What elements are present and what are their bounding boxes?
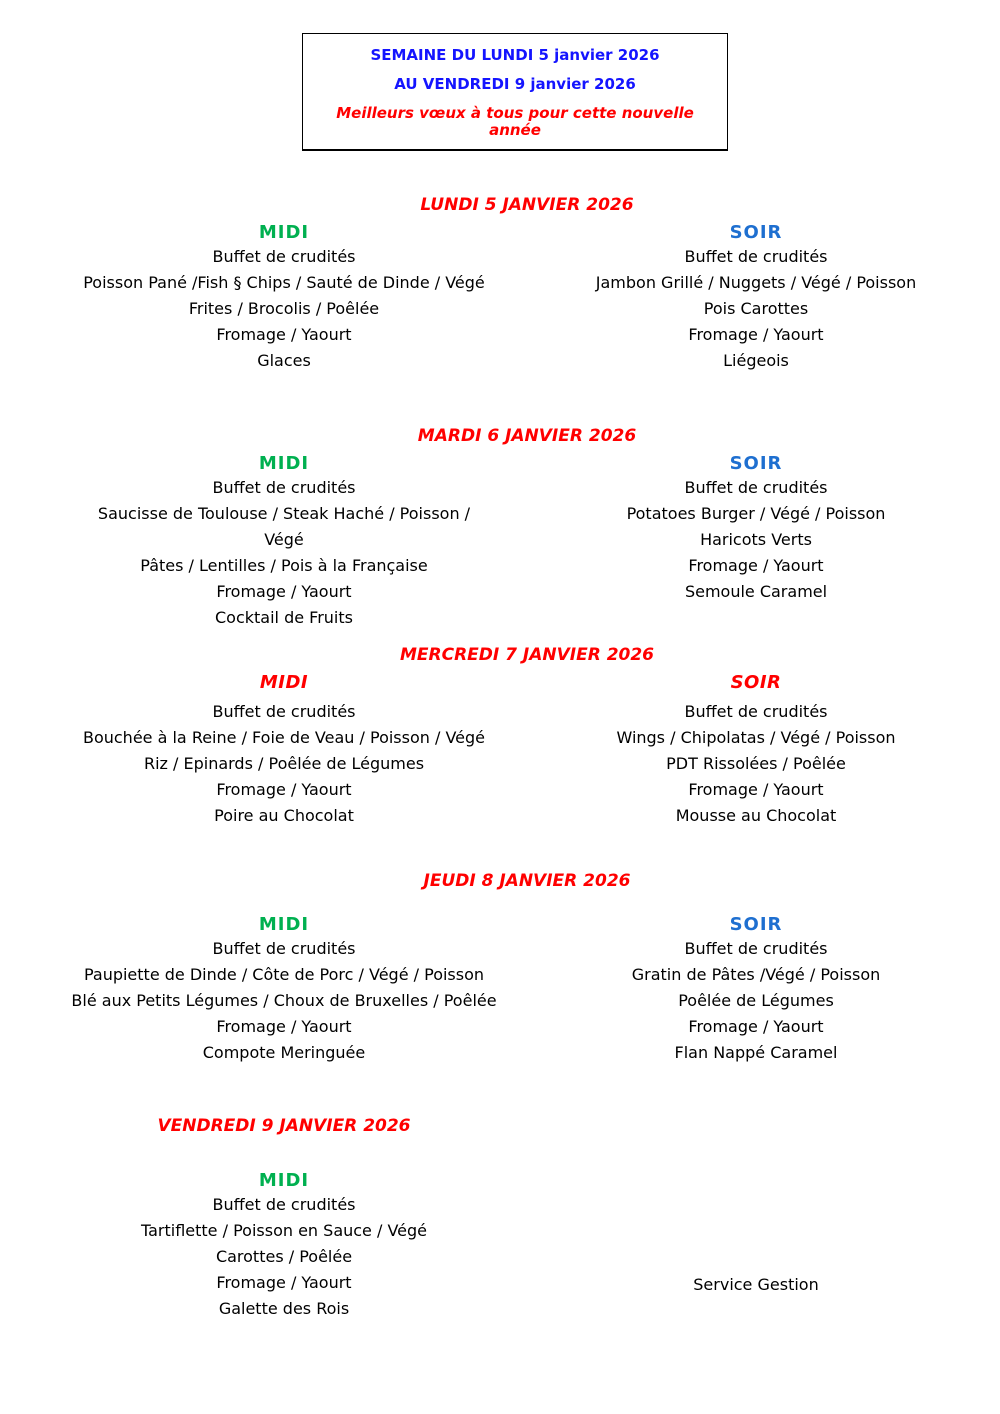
menu-item: Fromage / Yaourt bbox=[216, 1017, 352, 1036]
day-columns bbox=[0, 222, 1000, 374]
menu-item: Potatoes Burger / Végé / Poisson bbox=[626, 504, 886, 523]
menu-item: Flan Nappé Caramel bbox=[674, 1043, 838, 1062]
menu-item: Fromage / Yaourt bbox=[216, 582, 352, 601]
day-columns bbox=[0, 914, 1000, 1066]
menu-item: Wings / Chipolatas / Végé / Poisson bbox=[616, 728, 896, 747]
midi-items bbox=[0, 936, 568, 1066]
day-title: VENDREDI 9 JANVIER 2026 bbox=[157, 1116, 411, 1136]
menu-item: Gratin de Pâtes /Végé / Poisson bbox=[631, 965, 881, 984]
menu-item: Buffet de crudités bbox=[212, 1195, 356, 1214]
menu-item: Pâtes / Lentilles / Pois à la Française bbox=[140, 556, 428, 575]
midi-column bbox=[0, 453, 568, 631]
midi-items bbox=[0, 244, 568, 374]
soir-label: SOIR bbox=[729, 222, 783, 243]
midi-column bbox=[0, 672, 568, 829]
day-section-mardi bbox=[0, 426, 1000, 631]
service-gestion-signature: Service Gestion bbox=[693, 1275, 819, 1294]
soir-column bbox=[568, 222, 1000, 374]
menu-item: Blé aux Petits Légumes / Choux de Bruxelles / Poêlée bbox=[71, 991, 497, 1010]
menu-item: PDT Rissolées / Poêlée bbox=[666, 754, 846, 773]
menu-item: Fromage / Yaourt bbox=[688, 556, 824, 575]
menu-item: Mousse au Chocolat bbox=[675, 806, 837, 825]
midi-items bbox=[0, 699, 568, 829]
midi-label: MIDI bbox=[258, 222, 310, 243]
menu-item: Frites / Brocolis / Poêlée bbox=[188, 299, 380, 318]
soir-column bbox=[568, 672, 1000, 829]
midi-column bbox=[0, 914, 568, 1066]
menu-item: Saucisse de Toulouse / Steak Haché / Poisson / bbox=[97, 504, 471, 523]
menu-item: Haricots Verts bbox=[700, 530, 812, 549]
menu-item: Végé bbox=[264, 530, 304, 549]
menu-item: Fromage / Yaourt bbox=[216, 1273, 352, 1292]
menu-item: Fromage / Yaourt bbox=[216, 325, 352, 344]
menu-item: Poêlée de Légumes bbox=[678, 991, 834, 1010]
menu-item: Glaces bbox=[257, 351, 311, 370]
midi-items bbox=[0, 475, 568, 631]
new-year-greeting: Meilleurs vœux à tous pour cette nouvelle année bbox=[336, 104, 694, 139]
menu-item: Buffet de crudités bbox=[684, 247, 828, 266]
menu-item: Compote Meringuée bbox=[202, 1043, 366, 1062]
soir-label: SOIR bbox=[729, 914, 783, 935]
menu-item: Riz / Epinards / Poêlée de Légumes bbox=[143, 754, 425, 773]
day-columns bbox=[0, 672, 1000, 829]
menu-item: Buffet de crudités bbox=[684, 478, 828, 497]
menu-item: Fromage / Yaourt bbox=[688, 325, 824, 344]
menu-item: Buffet de crudités bbox=[212, 939, 356, 958]
menu-item: Galette des Rois bbox=[218, 1299, 350, 1318]
menu-item: Buffet de crudités bbox=[212, 702, 356, 721]
day-section-vendredi bbox=[0, 1116, 1000, 1322]
soir-column bbox=[568, 914, 1000, 1066]
midi-label: MIDI bbox=[258, 914, 310, 935]
menu-item: Paupiette de Dinde / Côte de Porc / Végé / Poisson bbox=[83, 965, 485, 984]
menu-item: Buffet de crudités bbox=[212, 247, 356, 266]
week-range-line-1: SEMAINE DU LUNDI 5 janvier 2026 bbox=[370, 46, 660, 64]
soir-items bbox=[568, 699, 944, 829]
day-title: JEUDI 8 JANVIER 2026 bbox=[423, 871, 631, 891]
menu-item: Jambon Grillé / Nuggets / Végé / Poisson bbox=[595, 273, 917, 292]
menu-item: Semoule Caramel bbox=[684, 582, 828, 601]
midi-label: MIDI bbox=[258, 453, 310, 474]
menu-item: Carottes / Poêlée bbox=[215, 1247, 353, 1266]
soir-label: SOIR bbox=[729, 453, 783, 474]
day-columns bbox=[0, 453, 1000, 631]
menu-item: Fromage / Yaourt bbox=[688, 780, 824, 799]
soir-column bbox=[568, 1170, 1000, 1322]
soir-column bbox=[568, 453, 1000, 631]
menu-item: Bouchée à la Reine / Foie de Veau / Poisson / Végé bbox=[82, 728, 486, 747]
menu-item: Poire au Chocolat bbox=[214, 806, 354, 825]
week-range-line-2: AU VENDREDI 9 janvier 2026 bbox=[394, 75, 636, 93]
menu-item: Poisson Pané /Fish § Chips / Sauté de Dinde / Végé bbox=[83, 273, 485, 292]
day-section-mercredi bbox=[0, 645, 1000, 829]
menu-item: Fromage / Yaourt bbox=[688, 1017, 824, 1036]
midi-column bbox=[0, 1170, 568, 1322]
week-header-box bbox=[302, 33, 728, 151]
menu-item: Buffet de crudités bbox=[684, 939, 828, 958]
soir-items bbox=[568, 936, 944, 1066]
menu-item: Buffet de crudités bbox=[212, 478, 356, 497]
menu-item: Liégeois bbox=[723, 351, 789, 370]
midi-label: MIDI bbox=[258, 1170, 310, 1191]
menu-item: Buffet de crudités bbox=[684, 702, 828, 721]
day-section-lundi bbox=[0, 195, 1000, 374]
midi-column bbox=[0, 222, 568, 374]
menu-item: Fromage / Yaourt bbox=[216, 780, 352, 799]
menu-item: Pois Carottes bbox=[703, 299, 809, 318]
menu-item: Tartiflette / Poisson en Sauce / Végé bbox=[140, 1221, 428, 1240]
day-columns bbox=[0, 1170, 1000, 1322]
day-title: LUNDI 5 JANVIER 2026 bbox=[420, 195, 634, 215]
soir-label: SOIR bbox=[730, 672, 782, 693]
soir-items bbox=[568, 244, 944, 374]
day-title: MERCREDI 7 JANVIER 2026 bbox=[399, 645, 655, 665]
midi-label: MIDI bbox=[259, 672, 309, 693]
midi-items bbox=[0, 1192, 568, 1322]
day-section-jeudi bbox=[0, 871, 1000, 1066]
soir-items bbox=[568, 475, 944, 605]
menu-item: Cocktail de Fruits bbox=[215, 608, 353, 627]
day-title: MARDI 6 JANVIER 2026 bbox=[417, 426, 637, 446]
